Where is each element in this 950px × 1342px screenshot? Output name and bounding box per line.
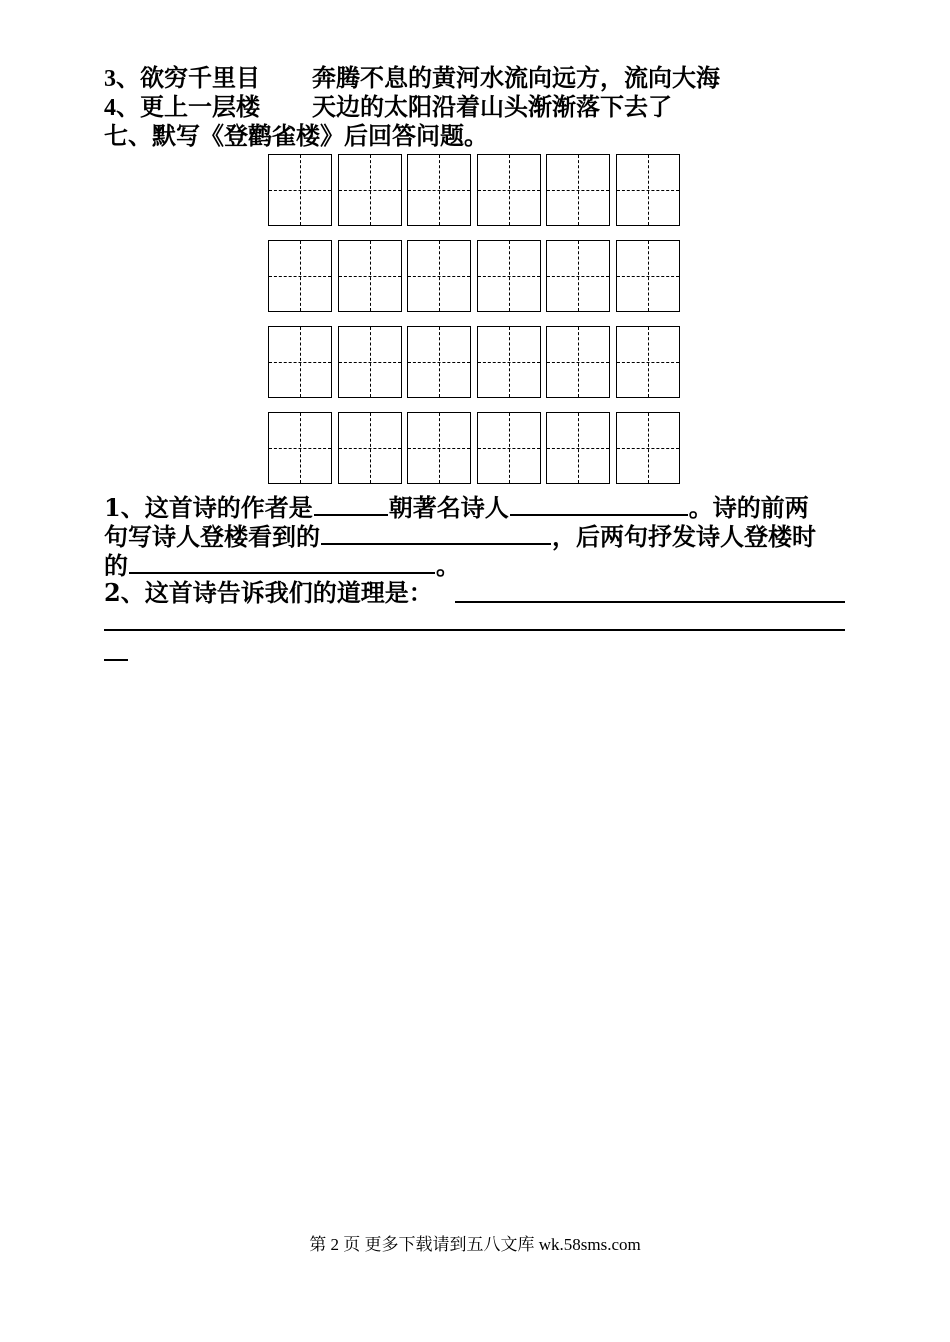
answer-line[interactable] xyxy=(455,601,845,603)
writing-cell[interactable] xyxy=(268,240,332,312)
answer-blank-poet[interactable] xyxy=(510,492,688,516)
answer-blank-feeling[interactable] xyxy=(129,550,435,574)
item-number: 4 xyxy=(104,95,116,121)
poem-meaning: 奔腾不息的黄河水流向远方，流向大海 xyxy=(312,63,720,92)
writing-grid xyxy=(268,154,680,484)
poem-line: 、更上一层楼 xyxy=(116,92,260,121)
writing-cell[interactable] xyxy=(477,154,541,226)
writing-cell[interactable] xyxy=(546,326,610,398)
writing-cell[interactable] xyxy=(338,326,402,398)
writing-cell[interactable] xyxy=(477,412,541,484)
writing-cell[interactable] xyxy=(546,154,610,226)
writing-cell[interactable] xyxy=(407,412,471,484)
writing-cell[interactable] xyxy=(477,326,541,398)
poem-line: 、欲穷千里目 xyxy=(116,63,260,92)
writing-cell[interactable] xyxy=(338,240,402,312)
writing-cell[interactable] xyxy=(268,412,332,484)
writing-cell[interactable] xyxy=(338,412,402,484)
question-2: 2、这首诗告诉我们的道理是： xyxy=(104,578,433,607)
question-1-line-2: 句写诗人登楼看到的 ，后两句抒发诗人登楼时 xyxy=(104,522,816,551)
question-1-line-3: 的 。 xyxy=(104,551,460,580)
answer-line[interactable] xyxy=(104,659,128,661)
page-footer: 第 2 页 更多下载请到五八文库 wk.58sms.com xyxy=(309,1235,641,1254)
answer-blank-dynasty[interactable] xyxy=(314,492,388,516)
answer-blank-scene[interactable] xyxy=(321,521,551,545)
writing-cell[interactable] xyxy=(407,326,471,398)
writing-cell[interactable] xyxy=(268,326,332,398)
writing-cell[interactable] xyxy=(407,154,471,226)
match-item-4 xyxy=(104,93,672,122)
writing-cell[interactable] xyxy=(616,412,680,484)
writing-cell[interactable] xyxy=(268,154,332,226)
item-number: 3 xyxy=(104,66,116,92)
match-item-3 xyxy=(104,64,720,93)
section-7-title: 七、默写《登鹳雀楼》后回答问题。 xyxy=(104,121,488,150)
writing-cell[interactable] xyxy=(477,240,541,312)
writing-cell[interactable] xyxy=(616,154,680,226)
writing-cell[interactable] xyxy=(546,240,610,312)
question-1-line-1: 1、这首诗的作者是 朝著名诗人 。诗的前两 xyxy=(104,493,809,522)
writing-cell[interactable] xyxy=(616,326,680,398)
writing-cell[interactable] xyxy=(546,412,610,484)
writing-cell[interactable] xyxy=(616,240,680,312)
poem-meaning: 天边的太阳沿着山头渐渐落下去了 xyxy=(312,92,672,121)
writing-cell[interactable] xyxy=(338,154,402,226)
writing-cell[interactable] xyxy=(407,240,471,312)
answer-line[interactable] xyxy=(104,629,845,631)
